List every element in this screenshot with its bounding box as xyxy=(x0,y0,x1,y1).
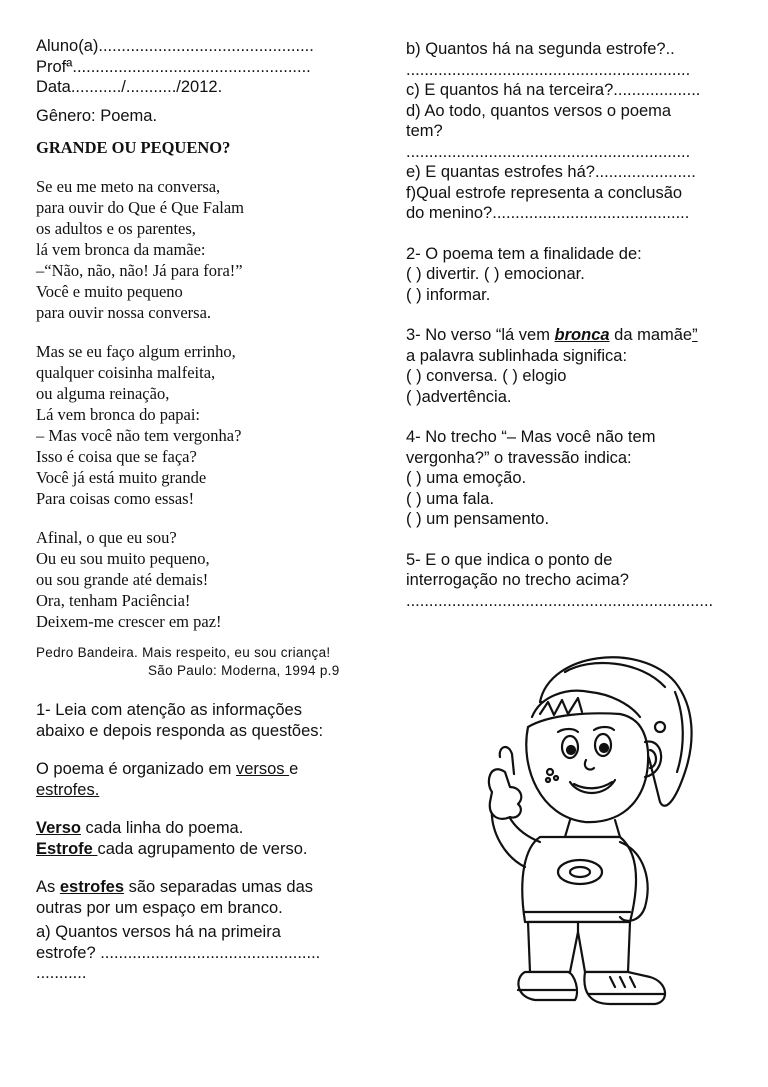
question-4-cont: vergonha?” o travessão indica: xyxy=(406,448,632,467)
question-3-cont: a palavra sublinhada significa: xyxy=(406,346,628,365)
question-3 xyxy=(406,325,736,346)
question-d-cont: tem? xyxy=(406,122,443,140)
text: da mamãe xyxy=(609,326,693,344)
date-field[interactable]: Data.........../.........../2012. xyxy=(36,78,223,96)
poem-verse: para ouvir do Que é Que Falam xyxy=(36,198,245,217)
text: cada agrupamento de verso. xyxy=(97,839,308,858)
poem-verse: Deixem-me crescer em paz! xyxy=(36,612,222,631)
poem-verse: – Mas você não tem vergonha? xyxy=(36,426,242,445)
text: ” xyxy=(692,326,698,344)
poem-verse: Isso é coisa que se faça? xyxy=(36,447,197,466)
text: As xyxy=(36,878,60,896)
question-5-cont: interrogação no trecho acima? xyxy=(406,571,629,589)
term-estrofes: estrofes. xyxy=(36,780,100,799)
question-4-option-1[interactable]: ( ) uma emoção. xyxy=(406,469,527,487)
text: cada linha do poema. xyxy=(80,819,244,837)
question-d: d) Ao todo, quantos versos o poema xyxy=(406,101,672,120)
text: são separadas umas das xyxy=(124,878,313,896)
poem-stanza-2 xyxy=(36,341,376,509)
question-4: 4- No trecho “– Mas você não tem xyxy=(406,428,656,446)
question-1-block xyxy=(36,700,376,984)
poem-verse: Afinal, o que eu sou? xyxy=(36,528,177,547)
poem-verse: Ora, tenham Paciência! xyxy=(36,591,191,610)
poem-title: GRANDE OU PEQUENO? xyxy=(36,138,231,157)
term-verso: Verso xyxy=(36,819,81,837)
poem-stanza-1 xyxy=(36,176,376,323)
poem-source-line-2: São Paulo: Moderna, 1994 p.9 xyxy=(148,663,340,678)
question-b: b) Quantos há na segunda estrofe?.. xyxy=(406,40,675,58)
poem-source-line-1: Pedro Bandeira. Mais respeito, eu sou criança! xyxy=(36,645,331,660)
q1-organization xyxy=(36,759,376,780)
right-column xyxy=(406,39,736,611)
poem-verse: Ou eu sou muito pequeno, xyxy=(36,549,210,568)
question-2-options-2[interactable]: ( ) informar. xyxy=(406,285,491,304)
poem-verse: qualquer coisinha malfeita, xyxy=(36,363,216,382)
text: e xyxy=(289,760,299,778)
student-name-field[interactable]: Aluno(a)............................................... xyxy=(36,37,314,55)
question-c: c) E quantos há na terceira?................... xyxy=(406,81,701,99)
term-estrofe: Estrofe xyxy=(36,839,98,858)
text: 3- No verso “lá vem xyxy=(406,326,555,344)
poem-verse: Lá vem bronca do papai: xyxy=(36,405,201,424)
genre-label: Gênero: Poema. xyxy=(36,106,158,125)
poem-verse: Você já está muito grande xyxy=(36,468,207,487)
answer-line-a[interactable]: estrofe? ................................................ xyxy=(36,943,321,962)
poem-verse: ou alguma reinação, xyxy=(36,384,170,403)
question-5: 5- E o que indica o ponto de xyxy=(406,550,613,569)
left-column xyxy=(36,36,376,984)
question-f: f)Qual estrofe representa a conclusão xyxy=(406,183,683,202)
verso-definition xyxy=(36,818,376,839)
text: O poema é organizado em xyxy=(36,760,236,778)
question-2-options-1[interactable]: ( ) divertir. ( ) emocionar. xyxy=(406,265,585,283)
poem-stanza-3 xyxy=(36,527,376,632)
question-3-options-2[interactable]: ( )advertência. xyxy=(406,387,512,406)
poem-verse: Para coisas como essas! xyxy=(36,489,195,508)
question-f-cont: do menino?........................................... xyxy=(406,204,690,222)
term-versos: versos xyxy=(235,760,290,778)
estrofe-definition xyxy=(36,839,376,860)
q1-intro: 1- Leia com atenção as informações xyxy=(36,701,302,719)
question-e: e) E quantas estrofes há?...................... xyxy=(406,163,696,181)
estrofes-separation-cont: outras por um espaço em branco. xyxy=(36,898,283,917)
q1-intro: abaixo e depois responda as questões: xyxy=(36,721,324,740)
question-4-option-3[interactable]: ( ) um pensamento. xyxy=(406,510,550,528)
answer-line-b[interactable]: .............................................................. xyxy=(406,60,691,79)
poem-verse: os adultos e os parentes, xyxy=(36,219,196,238)
poem-verse: lá vem bronca da mamãe: xyxy=(36,240,206,259)
teacher-name-field[interactable]: Profª.................................................... xyxy=(36,57,311,76)
term-estrofes-bold: estrofes xyxy=(59,878,125,896)
poem-verse: –“Não, não, não! Já para fora!” xyxy=(36,261,243,280)
question-2: 2- O poema tem a finalidade de: xyxy=(406,244,642,263)
poem-verse: Mas se eu faço algum errinho, xyxy=(36,342,236,361)
question-4-option-2[interactable]: ( ) uma fala. xyxy=(406,489,495,508)
word-bronca: bronca xyxy=(554,326,610,344)
question-3-options-1[interactable]: ( ) conversa. ( ) elogio xyxy=(406,367,567,385)
boy-cartoon-illustration xyxy=(470,632,720,1012)
estrofes-separation xyxy=(36,877,376,898)
poem-verse: para ouvir nossa conversa. xyxy=(36,303,212,322)
question-a: a) Quantos versos há na primeira xyxy=(36,923,281,941)
poem-verse: Se eu me meto na conversa, xyxy=(36,177,221,196)
poem-verse: Você e muito pequeno xyxy=(36,282,183,301)
answer-line-d[interactable]: .............................................................. xyxy=(406,142,691,161)
answer-line-a-cont[interactable]: ........... xyxy=(36,964,87,982)
answer-line-5[interactable]: ................................................................... xyxy=(406,591,714,610)
poem-verse: ou sou grande até demais! xyxy=(36,570,209,589)
